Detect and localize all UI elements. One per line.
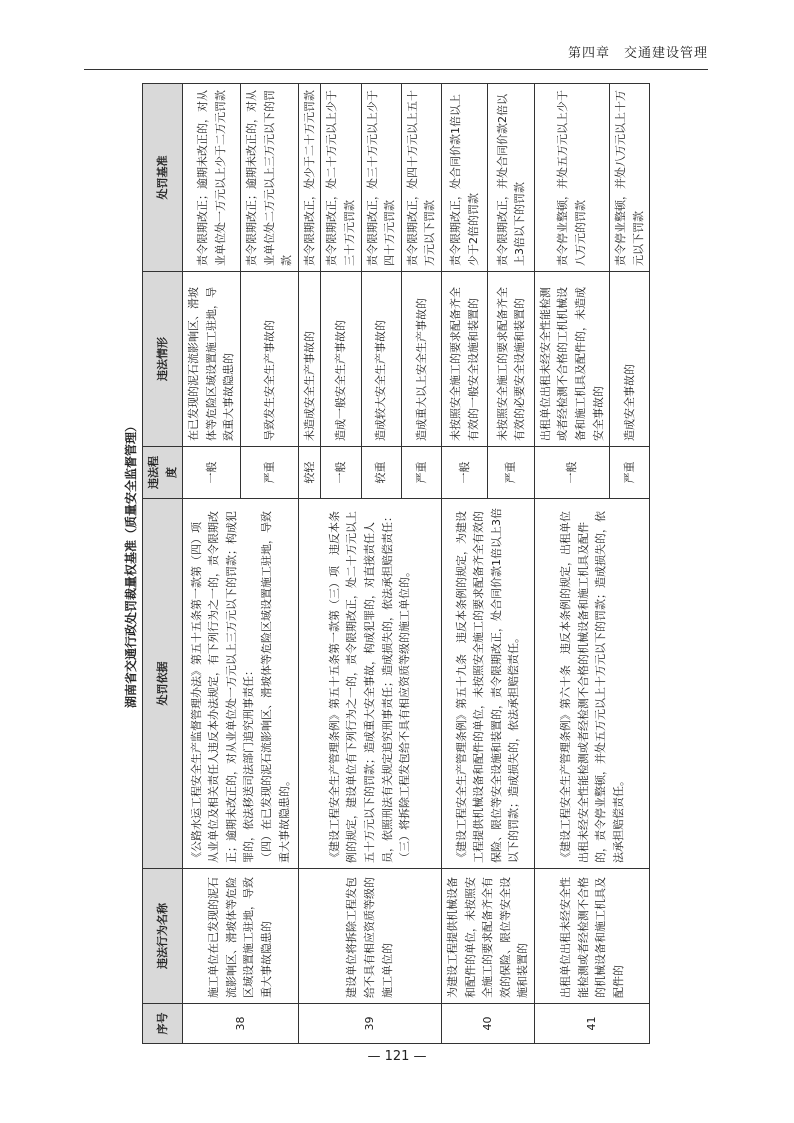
- basis-paragraph: 《建设工程安全生产管理条例》第五十五条第一款第（三）项 违反本条例的规定，建设单位有下列行为之一的，责令限期改正，处二十万元以上五十万元以下的罚款；造成重大安全事故，构成犯罪的，对直接责任人员，依照刑法有关规定追究刑事责任；造成损失的，依法承担赔偿责任：: [327, 511, 394, 863]
- basis-paragraph: 《建设工程安全生产管理条例》第六十条 违反本条例的规定，出租单位出租未经安全性能检测或者经检测不合格的机械设备和施工机具及配件的，责令停业整顿，并处五万元以上十万元以下的罚款；造成损失的，依法承担赔偿责任。: [558, 511, 625, 863]
- violation-name: 施工单位在已发现的泥石流影响区、滑坡体等危险区域设置施工驻地，导致重大事故隐患的: [183, 869, 299, 1004]
- chapter-header: 第四章 交通建设管理: [567, 46, 708, 61]
- violation-situation: 未按照安全施工的要求配备齐全有效的必要安全设施和装置的: [488, 272, 534, 447]
- row-number: 39: [298, 1004, 441, 1044]
- row-number: 40: [441, 1004, 534, 1044]
- basis-paragraph: （三）将拆除工程发包给不具有相应资质等级的施工单位的。: [398, 566, 412, 863]
- column-header-standard: 处罚基准: [143, 84, 183, 272]
- rotated-table-content: [120, 84, 737, 1044]
- penalty-standard: 责令限期改正，处少于二十万元罚款: [298, 84, 321, 272]
- column-header-degree: 违法程度: [143, 447, 183, 499]
- basis-paragraph: （四）在已发现的泥石流影响区、滑坡体等危险区域设置施工驻地，导致重大事故隐患的。: [260, 511, 291, 863]
- penalty-standard-table: [142, 83, 650, 1044]
- violation-situation: 造成安全事故的: [610, 272, 650, 447]
- violation-degree: 严重: [610, 447, 650, 499]
- penalty-standard: 责令限期改正；逾期未改正的，对从业单位处二万元以上三万元以下的罚款: [240, 84, 298, 272]
- table-row: [298, 84, 321, 1044]
- column-header-no: 序号: [143, 1004, 183, 1044]
- violation-situation: 未造成安全生产事故的: [298, 272, 321, 447]
- violation-name: 建设单位将拆除工程发包给不具有相应资质等级的施工单位的: [298, 869, 441, 1004]
- penalty-basis: [441, 499, 534, 869]
- penalty-standard: 责令限期改正，处二十万元以上少于三十万元罚款: [321, 84, 361, 272]
- penalty-basis: [534, 499, 650, 869]
- violation-situation: 造成重大以上安全生产事故的: [401, 272, 441, 447]
- header-divider: [84, 69, 708, 70]
- violation-name: 为建设工程提供机械设备和配件的单位，未按照安全施工的要求配备齐全有效的保险、限位等安全设施和装置的: [441, 869, 534, 1004]
- penalty-standard: 责令停业整顿，并处五万元以上少于八万元的罚款: [534, 84, 609, 272]
- violation-degree: 严重: [240, 447, 298, 499]
- rotated-table-region: [120, 84, 737, 1044]
- basis-paragraph: 《建设工程安全生产管理条例》第五十九条 违反本条例的规定，为建设工程提供机械设备和配件的单位，未按照安全施工的要求配备齐全有效的保险、限位等安全设施和装置的，责令限期改正，处合同价款1倍以上3倍以下的罚款；造成损失的，依法承担赔偿责任。: [454, 508, 521, 863]
- violation-degree: 一般: [441, 447, 487, 499]
- column-header-situation: 违法情形: [143, 272, 183, 447]
- penalty-standard: 责令限期改正，处合同价款1倍以上少于2倍的罚款: [441, 84, 487, 272]
- violation-degree: 一般: [183, 447, 241, 499]
- page-number: — 121 —: [367, 1049, 427, 1064]
- penalty-standard: 责令限期改正，并处合同价款2倍以上3倍以下的罚款: [488, 84, 534, 272]
- penalty-standard: 责令限期改正；逾期未改正的，对从业单位处一万元以上少于二万元罚款: [183, 84, 241, 272]
- table-title: 湖南省交通行政处罚裁量权基准（质量安全监督管理）: [124, 420, 138, 709]
- table-row: [183, 84, 241, 1044]
- violation-name: 出租单位出租未经安全性能检测或者经检测不合格的机械设备和施工机具及配件的: [534, 869, 650, 1004]
- penalty-basis: [183, 499, 299, 869]
- row-number: 41: [534, 1004, 650, 1044]
- violation-degree: 严重: [488, 447, 534, 499]
- table-row: [441, 84, 487, 1044]
- violation-situation: 造成较大安全生产事故的: [361, 272, 401, 447]
- penalty-standard: 责令限期改正，处三十万元以上少于四十万元罚款: [361, 84, 401, 272]
- violation-situation: 在已发现的泥石流影响区、滑坡体等危险区域设置施工驻地，导致重大事故隐患的: [183, 272, 241, 447]
- violation-degree: 一般: [321, 447, 361, 499]
- violation-degree: 较轻: [298, 447, 321, 499]
- penalty-standard: 责令限期改正，处四十万元以上五十万元以下罚款: [401, 84, 441, 272]
- violation-situation: 导致发生安全生产事故的: [240, 272, 298, 447]
- penalty-basis: [298, 499, 441, 869]
- column-header-name: 违法行为名称: [143, 869, 183, 1004]
- violation-degree: 严重: [401, 447, 441, 499]
- column-header-basis: 处罚依据: [143, 499, 183, 869]
- basis-paragraph: 《公路水运工程安全生产监督管理办法》第五十五条第一款第（四）项 从业单位及相关责任人违反本办法规定，有下列行为之一的，责令限期改正；逾期未改正的，对从业单位处一万元以上三万元以下的罚款；构成犯罪的，依法移送司法部门追究刑事责任：: [189, 511, 256, 863]
- table-row: [534, 84, 609, 1044]
- violation-situation: 未按照安全施工的要求配备齐全有效的一般安全设施和装置的: [441, 272, 487, 447]
- table-header-row: [143, 84, 183, 1044]
- violation-situation: 造成一般安全生产事故的: [321, 272, 361, 447]
- row-number: 38: [183, 1004, 299, 1044]
- penalty-standard: 责令停业整顿，并处八万元以上十万元以下罚款: [610, 84, 650, 272]
- violation-degree: 较重: [361, 447, 401, 499]
- violation-degree: 一般: [534, 447, 609, 499]
- violation-situation: 出租单位出租未经安全性能检测或者经检测不合格的工机机械设备和施工机具及配件的，未造成安全事故的: [534, 272, 609, 447]
